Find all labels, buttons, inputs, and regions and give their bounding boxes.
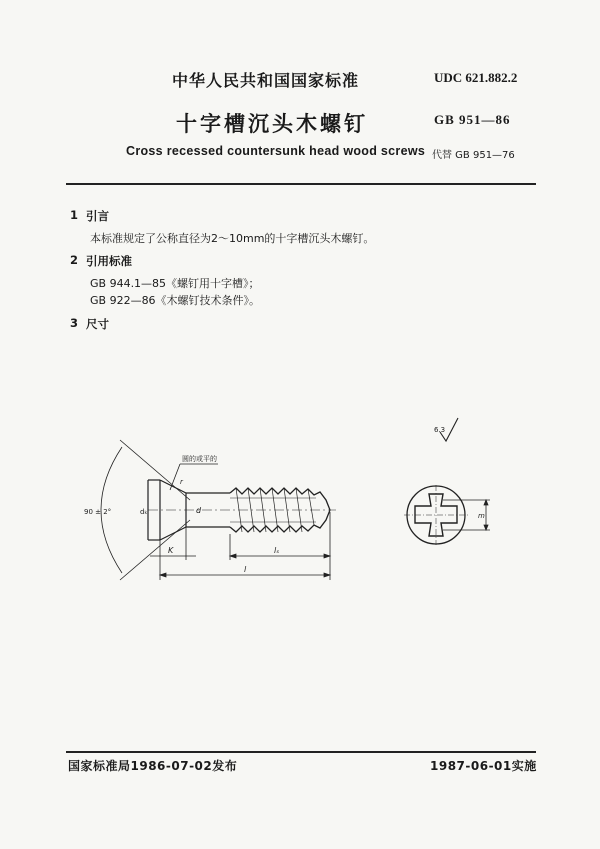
effective-date: 1987-06-01实施 [430,759,537,773]
dk-label: dₖ [140,508,148,516]
standard-number: GB 951—86 [434,112,511,127]
roughness-value: 6.3 [434,426,446,434]
section-2-ref-1: GB 944.1—85《螺钉用十字槽》； [90,277,260,290]
section-2-title: 引用标准 [86,254,132,268]
ls-label: lₛ [274,546,280,555]
section-1-number: 1 [70,208,79,222]
section-3-number: 3 [70,316,79,330]
page-title: 十字槽沉头木螺钉 [176,112,368,136]
l-label: l [244,565,247,574]
section-1-title: 引言 [86,209,109,223]
footer-divider [66,751,536,753]
section-2-ref-2: GB 922—86《木螺钉技术条件》。 [90,294,261,307]
section-3-title: 尺寸 [86,317,109,331]
k-label: K [168,546,174,555]
note-leader [170,464,218,490]
issued-date: 国家标准局1986-07-02发布 [68,759,238,773]
angle-label: 90 ± 2° [84,508,112,516]
m-label: m [478,512,485,520]
d-label: d [196,506,202,515]
issuing-country-standard: 中华人民共和国国家标准 [172,71,360,90]
r-label: r [180,478,183,486]
section-2-number: 2 [70,253,79,267]
k-dimension [150,527,196,560]
section-1-text: 本标准规定了公称直径为2～10mm的十字槽沉头木螺钉。 [90,232,375,245]
udc-code: UDC 621.882.2 [434,70,518,85]
head-end-view [404,485,468,545]
replaces-standard: 代替 GB 951—76 [432,150,515,161]
head-shape-note: 圆的或平的 [182,455,217,463]
english-title: Cross recessed countersunk head wood screws [126,144,426,158]
